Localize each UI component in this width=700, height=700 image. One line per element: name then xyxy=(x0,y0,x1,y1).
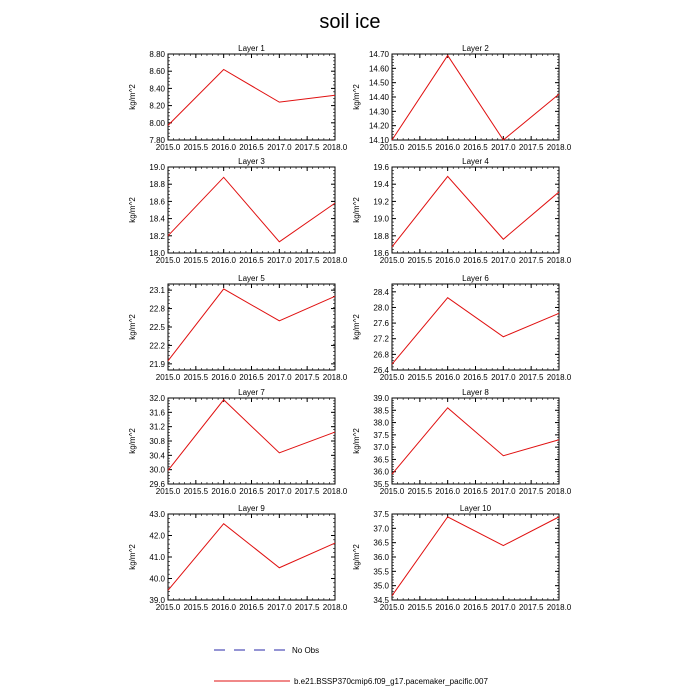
x-tick-label: 2017.5 xyxy=(294,143,320,152)
y-tick-label: 36.5 xyxy=(373,538,389,548)
y-tick-label: 31.2 xyxy=(149,422,165,432)
panel-layer-1 xyxy=(128,44,348,152)
y-tick-label: 30.8 xyxy=(149,437,165,446)
panel-layer-9 xyxy=(128,504,348,612)
y-tick-label: 28.4 xyxy=(373,287,389,297)
x-tick-label: 2015.0 xyxy=(155,256,181,265)
y-tick-label: 18.4 xyxy=(149,214,165,224)
series-line xyxy=(168,289,335,361)
series-line xyxy=(168,69,335,125)
x-tick-label: 2015.5 xyxy=(183,603,209,612)
x-tick-label: 2015.0 xyxy=(155,487,181,496)
y-tick-label: 35.5 xyxy=(373,480,389,489)
y-tick-label: 38.0 xyxy=(373,418,389,428)
x-tick-label: 2015.5 xyxy=(183,143,209,152)
y-tick-label: 22.8 xyxy=(149,304,165,314)
panel-title: Layer 4 xyxy=(462,157,489,166)
x-tick-label: 2016.0 xyxy=(435,143,460,152)
plot-frame xyxy=(392,284,559,370)
panel-title: Layer 10 xyxy=(459,504,492,513)
x-tick-label: 2017.5 xyxy=(518,487,544,496)
y-tick-label: 41.0 xyxy=(149,553,165,562)
y-tick-label: 18.8 xyxy=(149,180,165,190)
x-tick-label: 2018.0 xyxy=(546,373,572,382)
x-tick-label: 2016.5 xyxy=(463,603,488,612)
y-tick-label: 36.0 xyxy=(373,553,389,562)
x-tick-label: 2016.0 xyxy=(435,487,460,496)
panel-title: Layer 9 xyxy=(238,504,265,513)
x-tick-label: 2017.0 xyxy=(491,143,516,152)
y-tick-label: 22.5 xyxy=(149,323,165,332)
x-tick-label: 2015.5 xyxy=(183,487,209,496)
x-tick-label: 2017.0 xyxy=(267,487,292,496)
series-line xyxy=(392,176,559,247)
y-axis-label: kg/m^2 xyxy=(352,197,361,223)
x-tick-label: 2015.0 xyxy=(379,603,405,612)
y-tick-label: 37.5 xyxy=(373,430,389,440)
y-tick-label: 14.10 xyxy=(368,136,389,145)
x-tick-label: 2017.5 xyxy=(294,256,320,265)
y-tick-label: 35.5 xyxy=(373,567,389,577)
x-tick-label: 2016.0 xyxy=(435,256,460,265)
x-tick-label: 2018.0 xyxy=(322,256,348,265)
x-tick-label: 2018.0 xyxy=(322,603,348,612)
panel-title: Layer 3 xyxy=(238,157,265,166)
panel-layer-8 xyxy=(352,388,572,496)
y-axis-label: kg/m^2 xyxy=(128,314,137,340)
x-tick-label: 2016.0 xyxy=(211,256,236,265)
y-tick-label: 19.0 xyxy=(373,214,389,224)
panels xyxy=(128,44,572,612)
x-tick-label: 2017.5 xyxy=(294,603,320,612)
y-tick-label: 39.0 xyxy=(149,596,165,605)
x-tick-label: 2015.5 xyxy=(407,487,433,496)
y-tick-label: 18.2 xyxy=(149,231,165,241)
y-tick-label: 18.6 xyxy=(373,249,389,258)
y-tick-label: 18.6 xyxy=(149,197,165,207)
y-tick-label: 40.0 xyxy=(149,574,165,584)
y-tick-label: 38.5 xyxy=(373,406,389,416)
x-tick-label: 2017.0 xyxy=(267,143,292,152)
y-tick-label: 31.6 xyxy=(149,408,165,418)
panel-layer-3 xyxy=(128,157,348,265)
panel-layer-2 xyxy=(352,44,572,152)
y-tick-label: 14.30 xyxy=(368,107,389,117)
x-tick-label: 2016.5 xyxy=(239,487,264,496)
x-tick-label: 2016.0 xyxy=(435,603,460,612)
y-axis-label: kg/m^2 xyxy=(352,314,361,340)
y-tick-label: 8.60 xyxy=(149,67,165,77)
y-tick-label: 14.50 xyxy=(368,78,389,88)
y-tick-label: 23.1 xyxy=(149,286,165,296)
x-tick-label: 2018.0 xyxy=(546,487,572,496)
y-tick-label: 14.20 xyxy=(368,121,389,131)
x-tick-label: 2015.0 xyxy=(379,373,405,382)
legend xyxy=(214,646,488,686)
x-tick-label: 2015.5 xyxy=(407,143,433,152)
panel-title: Layer 6 xyxy=(462,274,489,283)
y-tick-label: 28.0 xyxy=(373,303,389,313)
y-tick-label: 37.0 xyxy=(373,524,389,534)
x-tick-label: 2017.0 xyxy=(491,487,516,496)
panel-title: Layer 7 xyxy=(238,388,265,397)
y-tick-label: 18.8 xyxy=(373,231,389,241)
x-tick-label: 2016.5 xyxy=(239,256,264,265)
plot-frame xyxy=(168,514,335,600)
x-tick-label: 2016.5 xyxy=(463,143,488,152)
x-tick-label: 2015.0 xyxy=(155,373,181,382)
y-tick-label: 19.0 xyxy=(149,163,165,172)
y-tick-label: 7.80 xyxy=(149,136,165,145)
y-axis-label: kg/m^2 xyxy=(352,428,361,454)
y-tick-label: 36.5 xyxy=(373,455,389,465)
series-line xyxy=(168,177,335,242)
x-tick-label: 2015.5 xyxy=(407,373,433,382)
panel-title: Layer 2 xyxy=(462,44,489,53)
x-tick-label: 2015.5 xyxy=(183,256,209,265)
series-line xyxy=(392,408,559,474)
x-tick-label: 2016.5 xyxy=(239,373,264,382)
y-tick-label: 30.4 xyxy=(149,451,165,461)
panel-layer-6 xyxy=(352,274,572,382)
x-tick-label: 2018.0 xyxy=(322,143,348,152)
y-tick-label: 14.70 xyxy=(368,50,389,59)
x-tick-label: 2017.5 xyxy=(518,603,544,612)
y-tick-label: 29.6 xyxy=(149,480,165,489)
y-tick-label: 26.4 xyxy=(373,366,389,375)
y-tick-label: 27.2 xyxy=(373,334,389,344)
x-tick-label: 2018.0 xyxy=(546,603,572,612)
y-tick-label: 42.0 xyxy=(149,531,165,541)
y-tick-label: 37.0 xyxy=(373,443,389,453)
x-tick-label: 2017.0 xyxy=(491,603,516,612)
y-tick-label: 8.40 xyxy=(149,84,165,94)
x-tick-label: 2017.5 xyxy=(294,487,320,496)
y-tick-label: 8.00 xyxy=(149,118,165,128)
x-tick-label: 2018.0 xyxy=(546,256,572,265)
y-axis-label: kg/m^2 xyxy=(352,544,361,570)
x-tick-label: 2016.0 xyxy=(211,143,236,152)
legend-label-no-obs: No Obs xyxy=(292,646,320,655)
plot-frame xyxy=(392,167,559,253)
x-tick-label: 2015.0 xyxy=(379,143,405,152)
series-line xyxy=(168,400,335,471)
y-axis-label: kg/m^2 xyxy=(128,544,137,570)
x-tick-label: 2016.5 xyxy=(239,143,264,152)
series-line xyxy=(392,517,559,596)
x-tick-label: 2017.0 xyxy=(267,373,292,382)
x-tick-label: 2017.5 xyxy=(294,373,320,382)
x-tick-label: 2015.0 xyxy=(379,256,405,265)
x-tick-label: 2017.0 xyxy=(491,373,516,382)
x-tick-label: 2016.0 xyxy=(435,373,460,382)
x-tick-label: 2017.0 xyxy=(267,603,292,612)
plot-frame xyxy=(392,398,559,484)
x-tick-label: 2017.5 xyxy=(518,373,544,382)
y-axis-label: kg/m^2 xyxy=(128,428,137,454)
y-tick-label: 18.0 xyxy=(149,249,165,258)
x-tick-label: 2017.0 xyxy=(267,256,292,265)
x-tick-label: 2016.0 xyxy=(211,373,236,382)
x-tick-label: 2017.5 xyxy=(518,256,544,265)
x-tick-label: 2017.5 xyxy=(518,143,544,152)
y-tick-label: 19.2 xyxy=(373,197,389,207)
y-tick-label: 36.0 xyxy=(373,467,389,477)
y-axis-label: kg/m^2 xyxy=(128,197,137,223)
y-tick-label: 43.0 xyxy=(149,510,165,519)
y-tick-label: 19.6 xyxy=(373,163,389,172)
panel-title: Layer 1 xyxy=(238,44,265,53)
x-tick-label: 2016.0 xyxy=(211,487,236,496)
series-line xyxy=(392,55,559,140)
x-tick-label: 2016.5 xyxy=(239,603,264,612)
x-tick-label: 2018.0 xyxy=(322,373,348,382)
y-tick-label: 32.0 xyxy=(149,394,165,403)
y-tick-label: 37.5 xyxy=(373,510,389,519)
x-tick-label: 2016.0 xyxy=(211,603,236,612)
panel-layer-7 xyxy=(128,388,348,496)
panel-layer-5 xyxy=(128,274,348,382)
x-tick-label: 2015.5 xyxy=(407,603,433,612)
legend-label-run: b.e21.BSSP370cmip6.f09_g17.pacemaker_pacific.007 xyxy=(294,677,488,686)
y-tick-label: 22.2 xyxy=(149,341,165,351)
x-tick-label: 2018.0 xyxy=(322,487,348,496)
y-axis-label: kg/m^2 xyxy=(352,84,361,110)
x-tick-label: 2016.5 xyxy=(463,373,488,382)
y-tick-label: 19.4 xyxy=(373,180,389,190)
figure-title: soil ice xyxy=(319,11,381,33)
y-tick-label: 14.40 xyxy=(368,93,389,102)
x-tick-label: 2015.5 xyxy=(183,373,209,382)
x-tick-label: 2015.0 xyxy=(379,487,405,496)
plot-frame xyxy=(168,54,335,140)
x-tick-label: 2016.5 xyxy=(463,487,488,496)
x-tick-label: 2015.0 xyxy=(155,143,181,152)
x-tick-label: 2016.5 xyxy=(463,256,488,265)
y-tick-label: 21.9 xyxy=(149,359,165,369)
x-tick-label: 2015.0 xyxy=(155,603,181,612)
panel-layer-4 xyxy=(352,157,572,265)
x-tick-label: 2017.0 xyxy=(491,256,516,265)
y-tick-label: 34.5 xyxy=(373,596,389,605)
y-tick-label: 14.60 xyxy=(368,64,389,74)
y-tick-label: 26.8 xyxy=(373,350,389,360)
y-tick-label: 39.0 xyxy=(373,394,389,403)
panel-title: Layer 8 xyxy=(462,388,489,397)
plot-frame xyxy=(392,514,559,600)
series-line xyxy=(392,298,559,364)
y-tick-label: 35.0 xyxy=(373,581,389,591)
y-tick-label: 8.20 xyxy=(149,101,165,111)
panel-layer-10 xyxy=(352,504,572,612)
series-line xyxy=(168,524,335,591)
y-axis-label: kg/m^2 xyxy=(128,84,137,110)
y-tick-label: 30.0 xyxy=(149,465,165,475)
x-tick-label: 2018.0 xyxy=(546,143,572,152)
y-tick-label: 27.6 xyxy=(373,319,389,329)
panel-title: Layer 5 xyxy=(238,274,265,283)
plot-frame xyxy=(168,284,335,370)
y-tick-label: 8.80 xyxy=(149,50,165,59)
x-tick-label: 2015.5 xyxy=(407,256,433,265)
